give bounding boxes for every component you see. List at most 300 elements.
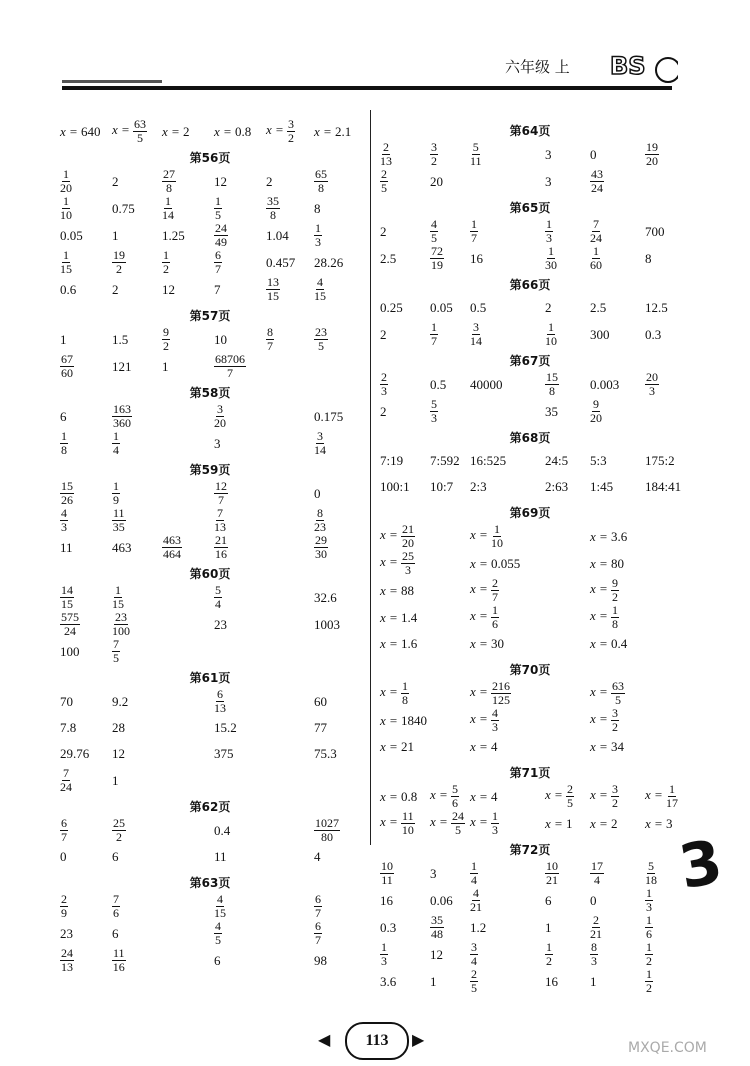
answer-cell: $\frac{19}{2}$ <box>113 248 125 276</box>
answer-cell: $\frac{7}{24}$ <box>60 766 72 794</box>
answer-cell: $\frac{11}{35}$ <box>112 506 125 534</box>
answer-cell: $\frac{1}{7}$ <box>431 320 437 348</box>
answer-cell: $\frac{463}{464}$ <box>163 533 181 561</box>
answer-row <box>380 321 680 348</box>
section-title: 第62页 <box>189 800 231 814</box>
answer-cell: x = 1.4 <box>380 609 418 625</box>
answer-cell: $\frac{4}{3}$ <box>61 506 67 534</box>
answer-row <box>60 947 360 974</box>
answer-cell: 12 <box>112 746 125 761</box>
answer-cell: x = $\frac{3}{2}$ <box>590 782 619 810</box>
answer-cell: x = 4 <box>470 788 498 804</box>
answer-row <box>380 577 680 604</box>
answer-cell: 7 <box>214 281 221 297</box>
answer-cell: $\frac{23}{5}$ <box>315 325 327 353</box>
answer-row <box>60 480 360 507</box>
answer-cell: $\frac{4}{5}$ <box>215 919 221 947</box>
header-rule-thin <box>62 80 162 83</box>
answer-cell: x = 80 <box>590 555 625 571</box>
answer-row <box>380 680 680 707</box>
answer-cell: $\frac{12}{7}$ <box>215 479 227 507</box>
answer-cell: x = $\frac{3}{2}$ <box>266 117 295 145</box>
answer-cell: x = 2 <box>162 123 190 139</box>
answer-cell: 12.5 <box>645 300 668 315</box>
answer-row <box>60 844 360 870</box>
answer-cell: 2 <box>112 173 119 189</box>
answer-cell: $\frac{6}{7}$ <box>315 892 321 920</box>
answer-cell: $\frac{1}{30}$ <box>545 244 557 272</box>
answer-cell: 2.5 <box>590 300 607 315</box>
answer-cell: 2 <box>266 173 273 189</box>
answer-cell: 1.5 <box>112 331 129 347</box>
answer-cell: $\frac{2}{9}$ <box>61 892 67 920</box>
section-title: 第61页 <box>189 671 231 685</box>
answer-cell: x = 1840 <box>380 712 428 728</box>
answer-cell: 6 <box>112 925 119 941</box>
answer-row <box>60 638 360 665</box>
answer-cell: 8 <box>314 200 321 216</box>
answer-cell: $\frac{1}{3}$ <box>315 221 321 249</box>
answer-cell: x = $\frac{2}{5}$ <box>545 782 574 810</box>
answer-cell: $\frac{68706}{7}$ <box>215 352 245 380</box>
answer-cell: $\frac{67}{60}$ <box>61 352 73 380</box>
answer-cell: 6 <box>214 952 221 968</box>
answer-column-right <box>380 118 680 995</box>
answer-cell: x = 3.6 <box>590 528 628 544</box>
header-title: 六年级 上 <box>505 58 570 76</box>
answer-cell: 70 <box>60 693 73 709</box>
answer-cell: x = 34 <box>590 739 625 754</box>
answer-cell: $\frac{43}{24}$ <box>591 167 603 195</box>
answer-cell: 12 <box>162 281 175 297</box>
answer-cell: 28.26 <box>314 254 344 270</box>
answer-cell: 12 <box>214 173 227 189</box>
answer-cell: $\frac{4}{15}$ <box>314 275 326 303</box>
answer-cell: $\frac{3}{14}$ <box>314 429 326 457</box>
answer-row <box>380 968 680 995</box>
answer-cell: 6 <box>60 408 67 424</box>
section-title: 第58页 <box>189 386 231 400</box>
answer-cell: 16 <box>470 250 483 266</box>
answer-cell: 1 <box>112 772 119 788</box>
answer-row <box>60 118 360 145</box>
answer-cell: 60 <box>314 693 327 709</box>
answer-cell: $\frac{4}{15}$ <box>214 892 226 920</box>
answer-cell: 175:2 <box>645 453 675 468</box>
answer-cell: 0.5 <box>430 376 447 392</box>
answer-cell: x = $\frac{63}{5}$ <box>590 679 625 707</box>
answer-row <box>60 920 360 947</box>
section-title: 第65页 <box>509 201 551 215</box>
answer-cell: 2 <box>545 300 552 315</box>
answer-cell: 7.8 <box>60 720 77 735</box>
section-title: 第64页 <box>509 124 551 138</box>
answer-cell: $\frac{1}{15}$ <box>60 248 72 276</box>
answer-cell: 0 <box>60 849 67 864</box>
answer-cell: 35 <box>545 403 558 419</box>
answer-cell: 24:5 <box>545 453 569 468</box>
answer-cell: x = 88 <box>380 582 415 598</box>
answer-cell: x = $\frac{5}{6}$ <box>430 782 459 810</box>
answer-cell: 32.6 <box>314 589 337 605</box>
answer-row <box>380 707 680 734</box>
answer-cell: 121 <box>112 358 132 374</box>
answer-row <box>380 887 680 914</box>
answer-cell: 0.3 <box>380 919 397 935</box>
answer-cell: 0.175 <box>314 408 344 424</box>
answer-cell: $\frac{1}{20}$ <box>60 167 72 195</box>
answer-row <box>380 631 680 657</box>
answer-cell: $\frac{3}{4}$ <box>471 940 477 968</box>
answer-cell: 184:41 <box>645 479 682 494</box>
answer-row <box>60 893 360 920</box>
corner-decoration-icon: 3 <box>674 826 728 904</box>
answer-cell: $\frac{20}{3}$ <box>646 370 658 398</box>
answer-row <box>380 398 680 425</box>
answer-cell: $\frac{1}{10}$ <box>60 194 72 222</box>
section-title: 第59页 <box>189 463 231 477</box>
answer-cell: 100:1 <box>380 479 410 494</box>
answer-cell: 7:592 <box>430 453 460 468</box>
answer-cell: 1:45 <box>590 479 614 494</box>
section-title: 第66页 <box>509 278 551 292</box>
answer-cell: $\frac{5}{4}$ <box>215 583 221 611</box>
answer-row <box>380 810 680 837</box>
answer-cell: 15.2 <box>214 720 237 735</box>
answer-row <box>60 195 360 222</box>
answer-cell: $\frac{35}{8}$ <box>267 194 279 222</box>
answer-cell: x = 3 <box>645 815 673 831</box>
answer-row <box>60 276 360 303</box>
answer-column-left <box>60 118 360 974</box>
answer-cell: 1 <box>162 358 169 374</box>
answer-cell: $\frac{19}{20}$ <box>646 140 658 168</box>
answer-cell: 2 <box>380 223 387 239</box>
answer-row <box>60 326 360 353</box>
answer-cell: 2 <box>380 403 387 419</box>
answer-cell: $\frac{6}{7}$ <box>215 248 221 276</box>
answer-cell: $\frac{2}{21}$ <box>590 913 602 941</box>
answer-cell: 11 <box>60 539 73 555</box>
section-title: 第60页 <box>189 567 231 581</box>
answer-cell: $\frac{1}{15}$ <box>112 583 124 611</box>
answer-cell: x = $\frac{21}{20}$ <box>380 522 415 550</box>
left-arrow-icon: ◀ <box>318 1030 331 1049</box>
answer-cell: 6 <box>545 892 552 908</box>
answer-cell: $\frac{5}{11}$ <box>470 140 482 168</box>
answer-row <box>380 245 680 272</box>
svg-text:BS: BS <box>610 52 646 80</box>
answer-cell: 375 <box>214 746 234 761</box>
answer-cell: $\frac{1}{2}$ <box>646 940 652 968</box>
answer-cell: 0.457 <box>266 254 296 270</box>
answer-cell: 28 <box>112 720 125 735</box>
answer-cell: x = $\frac{4}{3}$ <box>470 706 499 734</box>
answer-cell: 0.25 <box>380 300 403 315</box>
answer-cell: x = 1.6 <box>380 636 418 651</box>
answer-row <box>60 249 360 276</box>
answer-cell: $\frac{3}{20}$ <box>214 402 226 430</box>
answer-cell: $\frac{6}{7}$ <box>315 919 321 947</box>
answer-row <box>380 295 680 321</box>
answer-cell: $\frac{65}{8}$ <box>315 167 327 195</box>
answer-row <box>380 474 680 500</box>
answer-cell: x = 0.8 <box>214 123 252 139</box>
answer-cell: $\frac{1}{14}$ <box>162 194 174 222</box>
answer-cell: x = $\frac{1}{10}$ <box>470 522 504 550</box>
answer-cell: 100 <box>60 643 80 659</box>
section-title: 第71页 <box>509 766 551 780</box>
answer-row <box>380 371 680 398</box>
answer-cell: $\frac{23}{100}$ <box>112 610 130 638</box>
answer-cell: 0.003 <box>590 376 620 392</box>
answer-cell: x = $\frac{11}{10}$ <box>380 809 414 837</box>
section-title: 第57页 <box>189 309 231 323</box>
answer-cell: $\frac{11}{16}$ <box>112 946 125 974</box>
answer-cell: 2.5 <box>380 250 397 266</box>
answer-cell: $\frac{4}{21}$ <box>470 886 482 914</box>
answer-cell: 10 <box>214 331 227 347</box>
answer-cell: $\frac{10}{21}$ <box>546 859 558 887</box>
answer-cell: 2:63 <box>545 479 569 494</box>
answer-cell: 2 <box>112 281 119 297</box>
answer-cell: 3 <box>430 865 437 881</box>
answer-cell: x = $\frac{24}{5}$ <box>430 809 465 837</box>
answer-row <box>380 941 680 968</box>
answer-cell: 1 <box>590 973 597 989</box>
answer-cell: 4 <box>314 849 321 864</box>
answer-cell: $\frac{575}{24}$ <box>61 610 79 638</box>
answer-cell: x = 0.055 <box>470 555 521 571</box>
answer-cell: $\frac{15}{8}$ <box>546 370 558 398</box>
right-arrow-icon: ▶ <box>412 1030 425 1049</box>
answer-cell: x = 0.8 <box>380 788 418 804</box>
answer-cell: x = $\frac{216}{125}$ <box>470 679 511 707</box>
answer-cell: 463 <box>112 539 132 555</box>
watermark: MXQE.COM <box>628 1040 707 1056</box>
answer-cell: $\frac{27}{8}$ <box>163 167 175 195</box>
answer-cell: $\frac{1}{3}$ <box>546 217 552 245</box>
answer-row <box>60 403 360 430</box>
answer-cell: 1003 <box>314 616 340 632</box>
header-rule <box>62 86 672 90</box>
answer-cell: 0.4 <box>214 822 231 838</box>
answer-cell: 0.6 <box>60 281 77 297</box>
answer-cell: $\frac{13}{15}$ <box>267 275 279 303</box>
answer-cell: $\frac{1}{2}$ <box>163 248 169 276</box>
section-title: 第70页 <box>509 663 551 677</box>
answer-cell: $\frac{7}{6}$ <box>113 892 119 920</box>
answer-row <box>380 783 680 810</box>
answer-cell: $\frac{163}{360}$ <box>113 402 131 430</box>
answer-cell: $\frac{1}{4}$ <box>471 859 477 887</box>
answer-cell: $\frac{1}{6}$ <box>646 913 652 941</box>
answer-cell: $\frac{9}{20}$ <box>590 397 602 425</box>
answer-cell: $\frac{25}{2}$ <box>113 816 125 844</box>
answer-cell: x = $\frac{3}{2}$ <box>590 706 619 734</box>
answer-cell: $\frac{14}{15}$ <box>61 583 73 611</box>
answer-cell: 9.2 <box>112 693 129 709</box>
answer-cell: $\frac{15}{26}$ <box>61 479 73 507</box>
answer-cell: 0 <box>314 485 321 501</box>
answer-cell: $\frac{2}{5}$ <box>381 167 387 195</box>
answer-cell: $\frac{8}{3}$ <box>591 940 597 968</box>
answer-cell: 1.2 <box>470 919 487 935</box>
answer-cell: 0 <box>590 146 597 162</box>
answer-cell: $\frac{21}{16}$ <box>215 533 227 561</box>
answer-cell: $\frac{1}{3}$ <box>381 940 387 968</box>
answer-cell: x = $\frac{63}{5}$ <box>112 117 147 145</box>
answer-cell: x = $\frac{1}{8}$ <box>590 603 619 631</box>
answer-cell: $\frac{7}{24}$ <box>590 217 602 245</box>
answer-cell: 3 <box>545 146 552 162</box>
answer-cell: $\frac{6}{7}$ <box>61 816 67 844</box>
answer-cell: 8 <box>645 250 652 266</box>
answer-row <box>380 550 680 577</box>
answer-cell: 0.5 <box>470 300 487 315</box>
answer-cell: 1 <box>60 331 67 347</box>
answer-cell: 1.04 <box>266 227 289 243</box>
answer-cell: $\frac{5}{18}$ <box>645 859 657 887</box>
answer-row <box>380 604 680 631</box>
answer-cell: $\frac{1}{2}$ <box>546 940 552 968</box>
answer-cell: x = 21 <box>380 739 415 754</box>
answer-row <box>60 688 360 715</box>
answer-cell: $\frac{1}{60}$ <box>590 244 602 272</box>
answer-cell: 0 <box>590 892 597 908</box>
answer-cell: x = $\frac{25}{3}$ <box>380 549 415 577</box>
answer-row <box>380 914 680 941</box>
section-title: 第69页 <box>509 506 551 520</box>
section-title: 第63页 <box>189 876 231 890</box>
answer-row <box>380 734 680 760</box>
section-title: 第67页 <box>509 354 551 368</box>
answer-cell: $\frac{9}{2}$ <box>163 325 169 353</box>
answer-cell: 0.75 <box>112 200 135 216</box>
answer-cell: $\frac{1}{3}$ <box>646 886 652 914</box>
answer-cell: $\frac{1}{10}$ <box>545 320 557 348</box>
answer-cell: x = 30 <box>470 636 505 651</box>
answer-cell: 3 <box>214 435 221 451</box>
answer-cell: 700 <box>645 223 665 239</box>
bs-logo-icon <box>608 48 678 84</box>
answer-cell: x = $\frac{9}{2}$ <box>590 576 619 604</box>
answer-cell: x = 4 <box>470 739 498 754</box>
answer-cell: 75.3 <box>314 746 337 761</box>
answer-cell: 300 <box>590 326 610 342</box>
answer-cell: x = $\frac{1}{3}$ <box>470 809 499 837</box>
answer-row <box>380 168 680 195</box>
answer-cell: x = 0.4 <box>590 636 628 651</box>
answer-cell: $\frac{1}{2}$ <box>646 967 652 995</box>
answer-cell: 0.3 <box>645 326 662 342</box>
answer-cell: $\frac{3}{14}$ <box>470 320 482 348</box>
answer-cell: 2 <box>380 326 387 342</box>
page-number: 113 <box>345 1022 409 1060</box>
answer-cell: $\frac{10}{11}$ <box>381 859 393 887</box>
answer-cell: 77 <box>314 720 327 735</box>
answer-cell: $\frac{24}{49}$ <box>215 221 227 249</box>
answer-cell: $\frac{1}{5}$ <box>215 194 221 222</box>
answer-cell: x = 640 <box>60 123 101 139</box>
answer-cell: $\frac{1}{7}$ <box>471 217 477 245</box>
answer-cell: $\frac{2}{13}$ <box>380 140 392 168</box>
answer-row <box>60 817 360 844</box>
answer-cell: x = $\frac{1}{8}$ <box>380 679 409 707</box>
section-title: 第72页 <box>509 843 551 857</box>
answer-cell: x = 2.1 <box>314 123 352 139</box>
answer-cell: 6 <box>112 849 119 864</box>
answer-cell: $\frac{2}{5}$ <box>471 967 477 995</box>
answer-row <box>60 715 360 741</box>
answer-cell: 3.6 <box>380 973 397 989</box>
column-divider <box>370 110 371 845</box>
answer-cell: $\frac{1}{4}$ <box>113 429 119 457</box>
answer-cell: $\frac{2}{3}$ <box>381 370 387 398</box>
answer-cell: 16 <box>545 973 558 989</box>
answer-cell: 0.05 <box>60 227 83 243</box>
answer-cell: 0.06 <box>430 892 453 908</box>
answer-cell: $\frac{4}{5}$ <box>431 217 437 245</box>
answer-cell: $\frac{3}{2}$ <box>431 140 437 168</box>
answer-row <box>60 507 360 534</box>
answer-row <box>380 448 680 474</box>
answer-cell: $\frac{8}{23}$ <box>314 506 326 534</box>
answer-cell: 20 <box>430 173 443 189</box>
answer-row <box>60 741 360 767</box>
answer-cell: $\frac{7}{5}$ <box>113 637 119 665</box>
answer-cell: 23 <box>214 616 227 632</box>
answer-row <box>380 523 680 550</box>
answer-row <box>60 534 360 561</box>
answer-cell: 11 <box>214 849 227 864</box>
answer-cell: 1 <box>430 973 437 989</box>
answer-cell: 12 <box>430 946 443 962</box>
answer-row <box>380 218 680 245</box>
answer-cell: 7:19 <box>380 453 404 468</box>
answer-cell: 5:3 <box>590 453 607 468</box>
answer-cell: 29.76 <box>60 746 90 761</box>
answer-cell: $\frac{35}{48}$ <box>431 913 443 941</box>
answer-cell: $\frac{7}{13}$ <box>214 506 226 534</box>
answer-cell: 10:7 <box>430 479 454 494</box>
answer-row <box>60 767 360 794</box>
answer-cell: 0.05 <box>430 300 453 315</box>
answer-row <box>60 430 360 457</box>
answer-row <box>380 860 680 887</box>
answer-cell: x = 1 <box>545 815 573 831</box>
answer-cell: 2:3 <box>470 479 487 494</box>
answer-cell: 3 <box>545 173 552 189</box>
answer-cell: $\frac{6}{13}$ <box>214 687 226 715</box>
answer-row <box>60 584 360 611</box>
answer-cell: $\frac{8}{7}$ <box>267 325 273 353</box>
answer-cell: x = $\frac{1}{17}$ <box>645 782 679 810</box>
answer-cell: $\frac{5}{3}$ <box>431 397 437 425</box>
answer-cell: $\frac{24}{13}$ <box>61 946 73 974</box>
answer-cell: $\frac{29}{30}$ <box>315 533 327 561</box>
answer-cell: 98 <box>314 952 327 968</box>
answer-cell: $\frac{72}{19}$ <box>431 244 443 272</box>
answer-cell: $\frac{1}{8}$ <box>61 429 67 457</box>
answer-cell: x = $\frac{1}{6}$ <box>470 603 499 631</box>
answer-cell: 1.25 <box>162 227 185 243</box>
answer-cell: x = 2 <box>590 815 618 831</box>
answer-cell: 1 <box>112 227 119 243</box>
answer-row <box>60 222 360 249</box>
answer-cell: 23 <box>60 925 73 941</box>
section-title: 第68页 <box>509 431 551 445</box>
